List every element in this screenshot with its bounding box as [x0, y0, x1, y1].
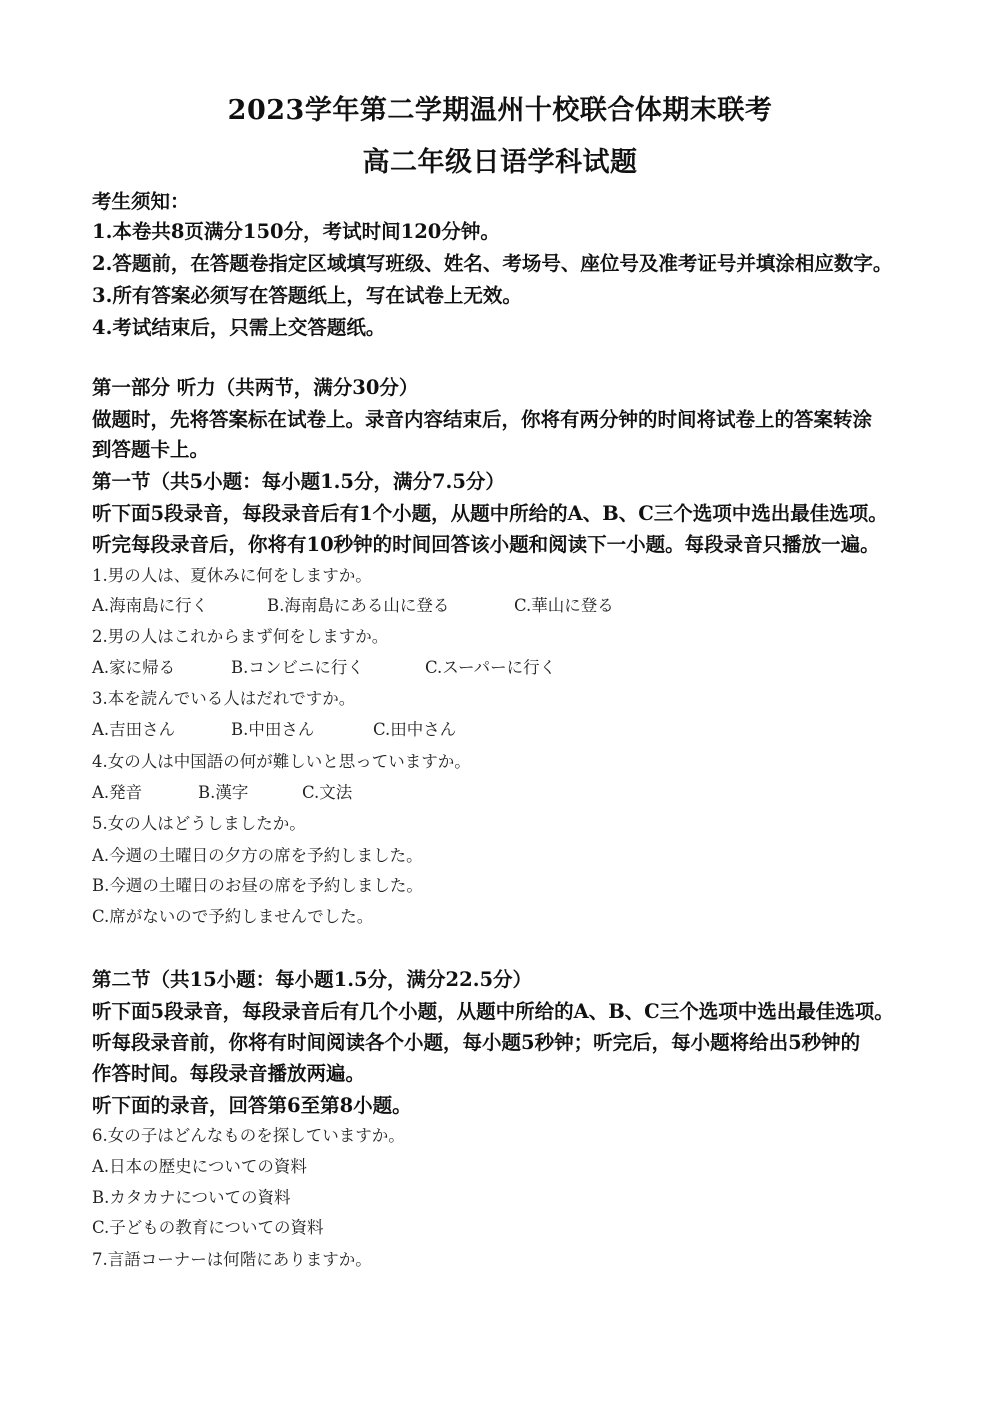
option-c: C.席がないので予約しませんでした。	[92, 907, 374, 926]
option-b: B.カタカナについての資料	[92, 1188, 291, 1207]
section2-instruction: 听下面5段录音，每段录音后有几个小题，从题中所给的A、B、C三个选项中选出最佳选项。	[92, 1000, 894, 1023]
option-a: A.日本の歴史についての資料	[92, 1157, 307, 1176]
question-text: 4.女の人は中国語の何が難しいと思っていますか。	[92, 752, 471, 771]
section1-heading: 第一节（共5小题：每小题1.5分，满分7.5分）	[92, 470, 505, 493]
exam-title: 2023学年第二学期温州十校联合体期末联考	[227, 95, 773, 126]
option-b: B.漢字	[198, 783, 249, 802]
notice-item: 3.所有答案必须写在答题纸上，写在试卷上无效。	[92, 284, 522, 307]
option-b: B.コンビニに行く	[231, 658, 364, 677]
question-text: 6.女の子はどんなものを探していますか。	[92, 1126, 405, 1145]
exam-subtitle: 高二年级日语学科试题	[362, 147, 638, 178]
group-heading: 听下面的录音，回答第6至第8小题。	[92, 1094, 412, 1117]
part1-instruction: 做题时，先将答案标在试卷上。录音内容结束后，你将有两分钟的时间将试卷上的答案转涂	[92, 408, 873, 431]
option-c: C.田中さん	[373, 720, 457, 739]
option-c: C.文法	[302, 783, 353, 802]
notice-item: 1.本卷共8页满分150分，考试时间120分钟。	[92, 220, 500, 243]
option-a: A.今週の土曜日の夕方の席を予約しました。	[92, 846, 423, 865]
option-c: C.華山に登る	[514, 596, 614, 615]
option-a: A.吉田さん	[92, 720, 176, 739]
question-text: 7.言語コーナーは何階にありますか。	[92, 1250, 372, 1269]
option-b: B.海南島にある山に登る	[267, 596, 450, 615]
part1-heading: 第一部分 听力（共两节，满分30分）	[92, 376, 419, 399]
section2-heading: 第二节（共15小题：每小题1.5分，满分22.5分）	[92, 968, 533, 991]
option-c: C.子どもの教育についての資料	[92, 1218, 324, 1237]
question-text: 2.男の人はこれからまず何をしますか。	[92, 627, 389, 646]
question-text: 3.本を読んでいる人はだれですか。	[92, 689, 356, 708]
notice-item: 4.考试结束后，只需上交答题纸。	[92, 316, 386, 339]
option-c: C.スーパーに行く	[425, 658, 557, 677]
section2-instruction: 作答时间。每段录音播放两遍。	[92, 1062, 366, 1085]
option-a: A.発音	[92, 783, 143, 802]
notice-item: 2.答题前，在答题卷指定区域填写班级、姓名、考场号、座位号及准考证号并填涂相应数字。	[92, 252, 893, 275]
option-a: A.家に帰る	[92, 658, 176, 677]
section1-instruction: 听下面5段录音，每段录音后有1个小题，从题中所给的A、B、C三个选项中选出最佳选项。	[92, 502, 888, 525]
notice-heading: 考生须知：	[92, 190, 190, 213]
option-a: A.海南島に行く	[92, 596, 209, 615]
question-text: 5.女の人はどうしましたか。	[92, 814, 306, 833]
option-b: B.中田さん	[231, 720, 315, 739]
section2-instruction: 听每段录音前，你将有时间阅读各个小题，每小题5秒钟；听完后，每小题将给出5秒钟的	[92, 1031, 861, 1054]
option-b: B.今週の土曜日のお昼の席を予約しました。	[92, 876, 423, 895]
question-text: 1.男の人は、夏休みに何をしますか。	[92, 566, 372, 585]
part1-instruction: 到答题卡上。	[92, 438, 210, 461]
section1-instruction: 听完每段录音后，你将有10秒钟的时间回答该小题和阅读下一小题。每段录音只播放一遍。	[92, 533, 880, 556]
